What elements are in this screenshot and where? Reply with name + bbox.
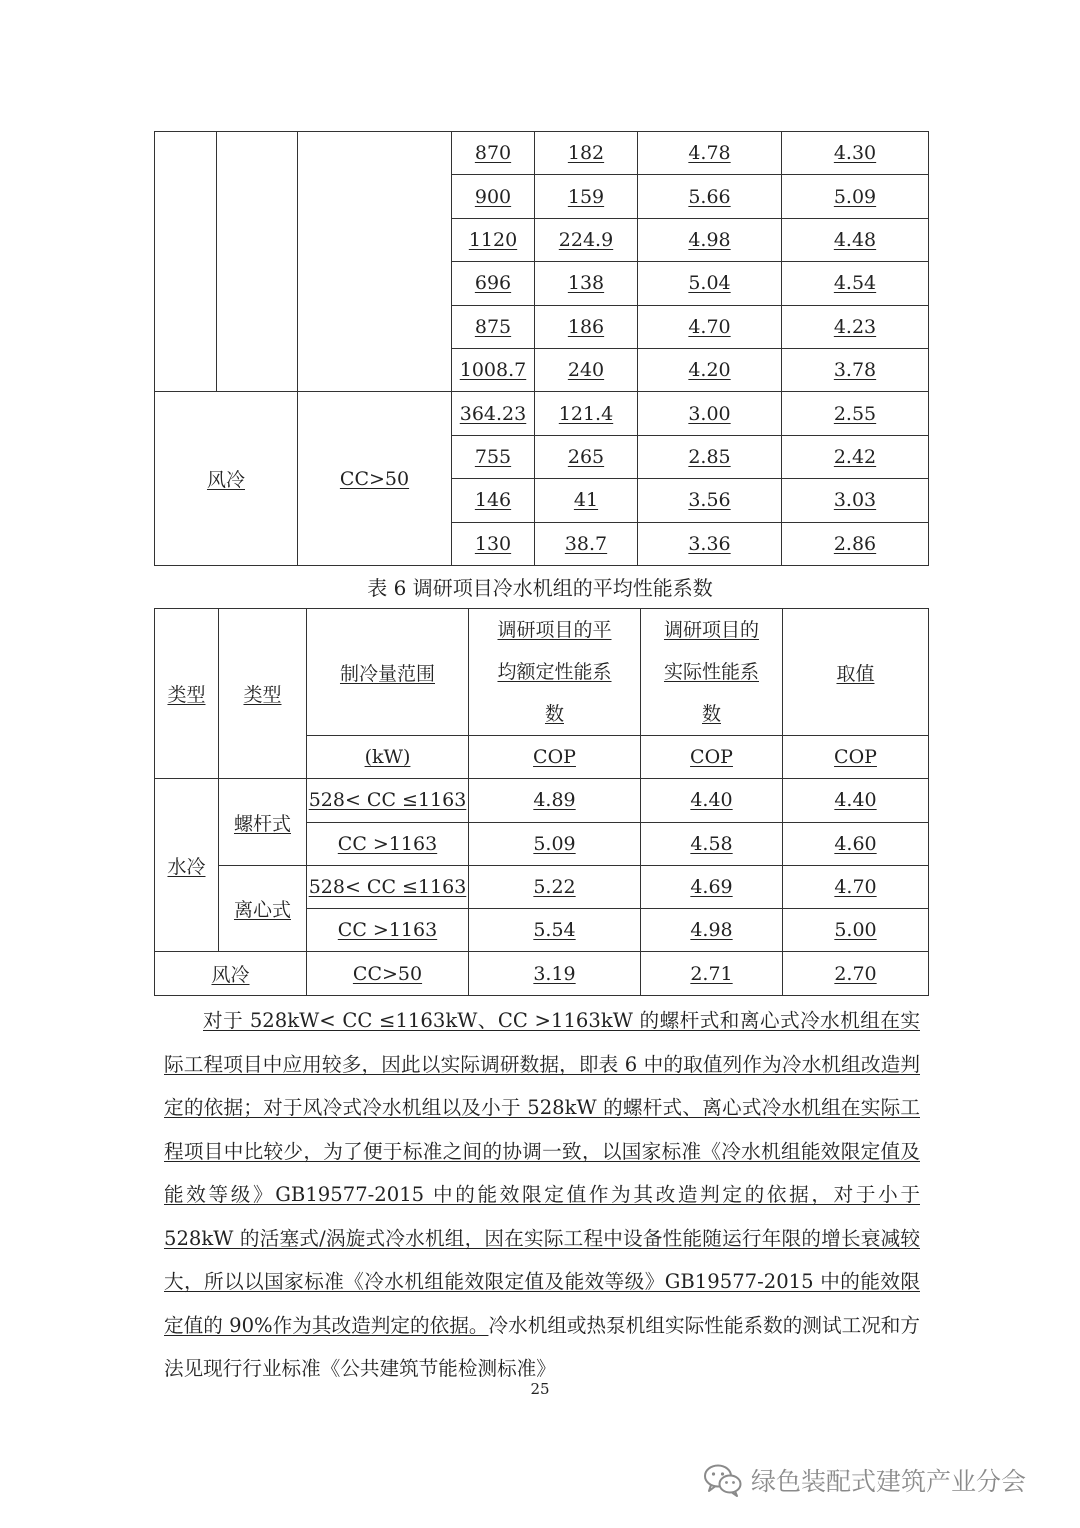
rated-cop-cell: 5.22 xyxy=(469,865,641,908)
header-cop-rated: COP xyxy=(469,736,641,779)
rated-cop-cell: 4.89 xyxy=(469,779,641,822)
rated-cop-cell: 3.36 xyxy=(638,522,782,565)
rated-cop-cell: 3.00 xyxy=(638,392,782,435)
continued-performance-table xyxy=(154,131,929,566)
value-cell: 4.40 xyxy=(783,779,929,822)
table-row xyxy=(155,952,929,995)
power-cell: 224.9 xyxy=(535,218,638,261)
capacity-cell: 870 xyxy=(452,132,535,175)
paragraph-plain-text: 冷水机组或热泵机组实际性能系数的测试工况和方法见现行行业标准《公共建筑节能检测标准》 xyxy=(164,1313,921,1380)
actual-cop-cell: 2.71 xyxy=(641,952,783,995)
capacity-cell: 900 xyxy=(452,175,535,218)
value-cell: 5.00 xyxy=(783,909,929,952)
power-cell: 121.4 xyxy=(535,392,638,435)
value-cell: 4.70 xyxy=(783,865,929,908)
table-row xyxy=(155,132,929,175)
actual-cop-cell: 4.58 xyxy=(641,822,783,865)
capacity-cell: 755 xyxy=(452,435,535,478)
header-cop-actual: COP xyxy=(641,736,783,779)
range-cell: CC>50 xyxy=(307,952,469,995)
empty-cell xyxy=(217,132,298,392)
actual-cop-cell: 4.69 xyxy=(641,865,783,908)
paragraph-underlined-text: 对于 528kW< CC ≤1163kW、CC >1163kW 的螺杆式和离心式冷水机组在实际工程项目中应用较多，因此以实际调研数据，即表 6 中的取值列作为冷水机组改造判定的依据；对于风冷式冷水机组以及小于 528kW 的螺杆式、离心式冷水机组在实际工程项目中比较少，为了便于标准之间的协调一致，以国家标准《冷水机组能效限定值及能效等级》GB19577-2015 中的能效限定值作为其改造判定的依据，对于小于 528kW 的活塞式/涡旋式冷水机组，因在实际工程中设备性能随运行年限的增长衰减较大，所以以国家标准《冷水机组能效限定值及能效等级》GB19577-2015 中的能效限定值的 90%作为其改造判定的依据。 xyxy=(164,1009,920,1337)
actual-cop-cell: 4.48 xyxy=(782,218,929,261)
value-cell: 2.70 xyxy=(783,952,929,995)
rated-cop-cell: 5.09 xyxy=(469,822,641,865)
rated-cop-cell: 4.20 xyxy=(638,348,782,391)
table-row xyxy=(155,865,929,908)
body-paragraph xyxy=(164,999,920,1391)
actual-cop-cell: 4.23 xyxy=(782,305,929,348)
range-cell: CC >1163 xyxy=(307,909,469,952)
capacity-cell: 146 xyxy=(452,479,535,522)
rated-cop-cell: 4.98 xyxy=(638,218,782,261)
rated-cop-cell: 4.70 xyxy=(638,305,782,348)
header-rated-cop: 调研项目的平 均额定性能系 数 xyxy=(469,609,641,736)
power-cell: 240 xyxy=(535,348,638,391)
actual-cop-cell: 4.98 xyxy=(641,909,783,952)
header-cop-value: COP xyxy=(783,736,929,779)
page-number: 25 xyxy=(530,1380,550,1398)
power-cell: 186 xyxy=(535,305,638,348)
range-cell: 528< CC ≤1163 xyxy=(307,779,469,822)
table6-caption: 表 6 调研项目冷水机组的平均性能系数 xyxy=(367,576,713,600)
air-cooled-cell: 风冷 xyxy=(155,952,307,995)
capacity-cell: 1008.7 xyxy=(452,348,535,391)
capacity-cell: 875 xyxy=(452,305,535,348)
table-row xyxy=(155,779,929,822)
header-range-unit: (kW) xyxy=(307,736,469,779)
value-cell: 4.60 xyxy=(783,822,929,865)
power-cell: 41 xyxy=(535,479,638,522)
range-cell: CC>50 xyxy=(298,392,452,566)
empty-cell xyxy=(155,132,217,392)
power-cell: 265 xyxy=(535,435,638,478)
capacity-cell: 696 xyxy=(452,262,535,305)
header-actual-cop: 调研项目的 实际性能系 数 xyxy=(641,609,783,736)
centrifugal-type-cell: 离心式 xyxy=(219,865,307,952)
rated-cop-cell: 2.85 xyxy=(638,435,782,478)
actual-cop-cell: 2.55 xyxy=(782,392,929,435)
table6-average-cop xyxy=(154,608,929,996)
actual-cop-cell: 3.78 xyxy=(782,348,929,391)
table6-header-row xyxy=(155,609,929,736)
watermark-text: 绿色装配式建筑产业分会 xyxy=(751,1467,1027,1496)
range-cell: 528< CC ≤1163 xyxy=(307,865,469,908)
actual-cop-cell: 4.30 xyxy=(782,132,929,175)
actual-cop-cell: 2.86 xyxy=(782,522,929,565)
rated-cop-cell: 5.54 xyxy=(469,909,641,952)
header-range: 制冷量范围 xyxy=(307,609,469,736)
rated-cop-cell: 5.04 xyxy=(638,262,782,305)
empty-cell xyxy=(298,132,452,392)
actual-cop-cell: 3.03 xyxy=(782,479,929,522)
power-cell: 182 xyxy=(535,132,638,175)
header-value: 取值 xyxy=(783,609,929,736)
power-cell: 159 xyxy=(535,175,638,218)
water-cooled-cell: 水冷 xyxy=(155,779,219,952)
actual-cop-cell: 4.40 xyxy=(641,779,783,822)
capacity-cell: 1120 xyxy=(452,218,535,261)
table-row xyxy=(155,392,929,435)
capacity-cell: 130 xyxy=(452,522,535,565)
rated-cop-cell: 3.19 xyxy=(469,952,641,995)
header-type-1: 类型 xyxy=(155,609,219,779)
actual-cop-cell: 5.09 xyxy=(782,175,929,218)
wechat-icon xyxy=(703,1463,743,1497)
watermark xyxy=(703,1458,1026,1502)
rated-cop-cell: 3.56 xyxy=(638,479,782,522)
rated-cop-cell: 5.66 xyxy=(638,175,782,218)
actual-cop-cell: 4.54 xyxy=(782,262,929,305)
power-cell: 38.7 xyxy=(535,522,638,565)
air-cooled-cell: 风冷 xyxy=(155,392,298,566)
actual-cop-cell: 2.42 xyxy=(782,435,929,478)
rated-cop-cell: 4.78 xyxy=(638,132,782,175)
power-cell: 138 xyxy=(535,262,638,305)
screw-type-cell: 螺杆式 xyxy=(219,779,307,866)
capacity-cell: 364.23 xyxy=(452,392,535,435)
range-cell: CC >1163 xyxy=(307,822,469,865)
header-type-2: 类型 xyxy=(219,609,307,779)
